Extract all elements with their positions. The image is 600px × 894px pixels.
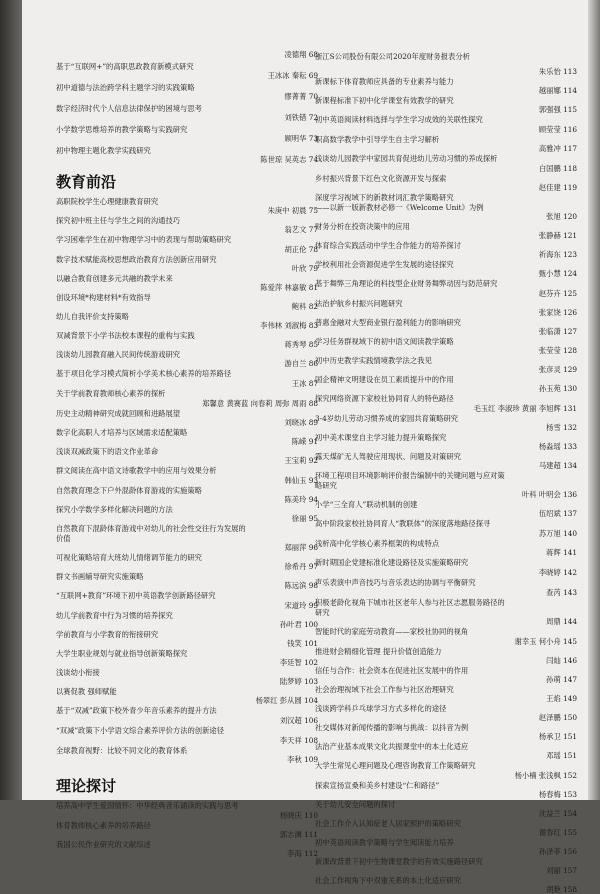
toc-entry [56, 399, 318, 408]
entry-title: 初中道德与法治跨学科主题学习的实践策略 [56, 83, 195, 92]
entry-title: 探究初中班主任与学生之间的沟通技巧 [56, 216, 181, 225]
entry-author-page: 杨春梅 153 [538, 790, 577, 799]
entry-title: 法治产业基本成果文化共振课堂中的本土化适应 [315, 742, 469, 751]
entry-title: 新时期国企党建标准化建设路径及实施策略研究 [315, 558, 469, 567]
toc-entry [315, 588, 577, 597]
entry-author-page: 谢春红 155 [538, 828, 577, 837]
entry-author-page: 游自兰 86 [284, 359, 318, 368]
entry-author-page: 杨晓庆 110 [279, 811, 318, 820]
entry-author-page: 陈嵘 91 [291, 437, 318, 446]
toc-entry [315, 558, 577, 567]
entry-author-page: 王冰 87 [291, 379, 318, 388]
toc-entry [315, 568, 577, 577]
entry-title: 智能时代的家庭劳动教育——家校社协同的视角 [315, 627, 469, 636]
page-edge [588, 0, 600, 800]
entry-title: 以赛促教 强师赋能 [56, 687, 117, 696]
entry-title: 关于学前教育教师核心素养的探析 [56, 389, 166, 398]
entry-title: 群文阅读在高中语文诗歌教学中的应用与效果分析 [56, 466, 217, 475]
toc-entry [56, 486, 318, 504]
entry-author-page: 越丽娜 114 [538, 86, 577, 95]
entry-title: 学习困难学生在初中物理学习中的表现与帮助策略研究 [56, 235, 232, 244]
entry-author-page: 陈美玲 94 [284, 495, 318, 504]
entry-title: 社会工作视角下中双重关系的本土化适应研究 [315, 876, 461, 885]
entry-author-page: 韩仙玉 93 [284, 476, 318, 485]
toc-entry [315, 452, 577, 470]
entry-author-page: 周鼎 144 [546, 617, 577, 626]
entry-title: 培养高中学生爱国情怀：中华经典音乐诵读的实践与思考 [56, 801, 239, 810]
toc-entry [315, 781, 577, 799]
entry-title: 基于项目化学习模式简析小学美术核心素养的培养路径 [56, 369, 232, 378]
toc-entry [56, 687, 318, 705]
toc-entry [315, 77, 577, 95]
entry-author-page: 刘晓冰 89 [284, 418, 318, 427]
entry-author-page: 郑丽萍 96 [284, 543, 318, 552]
toc-entry [56, 389, 318, 398]
entry-title: 探究小学数学多样化解决问题的方法 [56, 505, 173, 514]
toc-entry [56, 125, 318, 143]
entry-title: 基于“双减”政策下校外青少年音乐素养的提升方法 [56, 706, 217, 715]
entry-author-page: 李伟林 刘淑梅 83 [260, 321, 318, 330]
toc-entry [315, 519, 577, 528]
toc-entry [56, 466, 318, 475]
entry-author-page: 张彦灵 129 [538, 365, 577, 374]
toc-entry [56, 746, 318, 764]
toc-entry [315, 838, 577, 856]
toc-entry [315, 174, 577, 192]
entry-author-page: 李廷智 102 [279, 658, 318, 667]
entry-title: 自然教育理念下户外混龄体育游戏的实施策略 [56, 486, 202, 495]
toc-entry [56, 524, 318, 533]
entry-author-page: 朱乐怡 113 [538, 67, 577, 76]
section-heading: 理论探讨 [56, 777, 117, 795]
entry-title: 群文书画辅导研究实施策略 [56, 572, 144, 581]
entry-title: 乡村振兴背景下红色文化资源开发与探索 [315, 174, 447, 183]
toc-entry [56, 62, 318, 80]
entry-author-page: 陈爱萍 林嘉敏 81 [260, 283, 318, 292]
toc-entry [56, 369, 318, 378]
entry-title: 大学生职业规划与就业指导创新策略探究 [56, 649, 188, 658]
entry-author-page: 胡艳 158 [546, 885, 577, 894]
toc-entry [315, 800, 577, 818]
entry-title: 初中物理主题化教学实践研究 [56, 146, 151, 155]
entry-title: 探究网络资源下家校社协同育人的特色路径 [315, 394, 454, 403]
entry-author-page: 顾莹莹 116 [538, 125, 577, 134]
entry-author-page: 孙泽菲 156 [538, 847, 577, 856]
entry-title: 学校利用社会资源促进学生发展的途径探究 [315, 260, 454, 269]
toc-entry [56, 801, 318, 810]
toc-entry [315, 414, 577, 432]
toc-entry [56, 50, 318, 59]
toc-entry [315, 164, 577, 173]
entry-title: 学习任务群视域下的初中语文阅读教学策略 [315, 337, 454, 346]
toc-entry [56, 505, 318, 523]
entry-author-page: 蒋辉 141 [546, 548, 577, 557]
toc-entry [56, 255, 318, 273]
toc-entry [56, 476, 318, 485]
entry-title: 浅谈幼儿园教育融入民间传统游戏研究 [56, 350, 181, 359]
entry-author-page: 孙叶君 100 [279, 620, 318, 629]
entry-title: 基于舞弊三角理论的科技型企业财务舞弊动因与防范研究 [315, 279, 498, 288]
toc-entry [315, 279, 577, 288]
entry-title: 研究 [315, 608, 330, 617]
entry-title: 职高数学教学中引导学生自主学习解析 [315, 135, 440, 144]
entry-title: 略研究 [315, 481, 337, 490]
entry-title: 历史主动精神研究成就回顾和进路展望 [56, 409, 181, 418]
toc-entry [56, 83, 318, 101]
entry-title: 体育综合实践活动中学生合作能力的培养探讨 [315, 241, 461, 250]
toc-entry [315, 394, 577, 403]
toc-entry [56, 312, 318, 330]
entry-title: 自然教育下混龄体育游戏中对幼儿的社会性交往行为发展的 [56, 524, 246, 533]
entry-title: ——以新一版新教材必修一《Welcome Unit》为例 [315, 203, 484, 212]
entry-title: 推进财会精细化管理 提升价值创造能力 [315, 647, 442, 656]
entry-title: 3-4岁幼儿劳动习惯养成的家园共育策略研究 [315, 414, 459, 423]
entry-title: 新课程标准下初中化学课堂有效教学的研究 [315, 96, 454, 105]
entry-author-page: 徐希丹 97 [284, 562, 318, 571]
toc-entry [315, 529, 577, 538]
entry-author-page: 钱笑 101 [287, 639, 318, 648]
entry-title: 浅谈跨学科乒乓球学习方式多样化的途径 [315, 704, 447, 713]
entry-title: “互联网+教育”环境下初中英语教学创新路径研究 [56, 591, 216, 600]
toc-entry [315, 608, 577, 626]
toc-entry [315, 857, 577, 875]
toc-entry [315, 404, 577, 413]
toc-entry [315, 704, 577, 722]
entry-author-page: 张静赫 121 [538, 231, 577, 240]
toc-entry [315, 637, 577, 646]
entry-author-page: 朱庚中 初晨 75 [267, 206, 318, 215]
toc-entry [56, 409, 318, 427]
entry-author-page: 宋道玲 99 [284, 601, 318, 610]
toc-entry [56, 572, 318, 590]
entry-author-page: 杨翠红 彭从圆 104 [255, 696, 318, 705]
entry-title: 新课改背景下初中生物课堂教学的有效实施路径研究 [315, 857, 483, 866]
entry-title: 幼儿自我评价支持策略 [56, 312, 129, 321]
toc-entry [56, 553, 318, 571]
entry-title: 声乐表演中声音技巧与音乐表达的协调与平衡研究 [315, 578, 476, 587]
entry-author-page: 刘丽 157 [546, 866, 577, 875]
toc-entry [315, 96, 577, 114]
entry-author-page: 马建超 134 [538, 461, 577, 470]
entry-title: 浅谈幼儿园教学中家园共育促进幼儿劳动习惯的养成探析 [315, 154, 498, 163]
entry-author-page: 高雅冲 117 [538, 144, 577, 153]
toc-entry [56, 331, 318, 349]
entry-title: 社会治理视域下社会工作参与社区治理研究 [315, 685, 454, 694]
entry-title: 社会工作介入认知症老人居家照护的策略研究 [315, 819, 461, 828]
entry-author-page: 孙萌 147 [546, 675, 577, 684]
toc-entry [315, 647, 577, 665]
entry-title: 浅谈幼小衔接 [56, 668, 100, 677]
toc-entry [56, 611, 318, 629]
toc-entry [315, 627, 577, 636]
entry-title: 探索宣扬宣桑和美乡村建设“仁和路径” [315, 781, 440, 790]
toc-entry [315, 203, 577, 221]
entry-title: 初中英语阅读教学策略与学生阅读能力培养 [315, 838, 454, 847]
toc-entry [315, 67, 577, 76]
entry-author-page: 郭志渊 111 [279, 830, 318, 839]
entry-title: 社交媒体对新闻传播的影响与挑战：以抖音为例 [315, 723, 469, 732]
entry-title: 露天煤矿无人驾驶应用现状、问题及对策研究 [315, 452, 461, 461]
toc-entry [56, 428, 318, 446]
entry-title: 以融合教育创建多元共融的教学未来 [56, 274, 173, 283]
entry-title: 深度学习视域下的新教材词汇教学策略研究 [315, 193, 454, 202]
toc-entry [315, 193, 577, 202]
entry-title: 幼儿学前教育中行为习惯的培养探究 [56, 611, 173, 620]
entry-author-page: 沈益兰 154 [538, 809, 577, 818]
entry-author-page: 杨小楠 张浅枫 152 [514, 771, 577, 780]
entry-author-page: 谢幸玉 何小舟 145 [514, 637, 577, 646]
toc-entry [56, 197, 318, 215]
entry-title: 高职院校学生心理健康教育研究 [56, 197, 159, 206]
entry-author-page: 蒋秀琴 85 [284, 340, 318, 349]
toc-entry [56, 726, 318, 735]
entry-author-page: 郑馨意 黄赛蓝 向春莉 周弥 周雨 88 [202, 399, 318, 408]
toc-entry [56, 668, 318, 686]
entry-author-page: 邓瑶 151 [546, 751, 577, 760]
entry-title: 初中历史教学实践情境教学法之我见 [315, 356, 432, 365]
entry-title: 浅谈双减政策下的语文作业革命 [56, 447, 159, 456]
entry-author-page: 叶科 叶明会 136 [521, 490, 577, 499]
toc-entry [315, 337, 577, 355]
toc-entry [315, 260, 577, 278]
entry-author-page: 孙玉苑 130 [538, 384, 577, 393]
entry-author-page: 叶欣 79 [291, 264, 318, 273]
entry-author-page: 陈世琼 吴英志 74 [260, 155, 318, 164]
entry-title: 关于幼儿安全问题的探讨 [315, 800, 396, 809]
toc-entry [56, 350, 318, 368]
entry-title: 大学生常见心理问题及心理咨询教育工作策略研究 [315, 761, 476, 770]
entry-author-page: 李天祥 108 [279, 736, 318, 745]
entry-author-page: 毛玉红 李淑珍 黄丽 李旭辉 131 [473, 404, 577, 413]
toc-entry [315, 135, 577, 153]
entry-author-page: 李晓婷 142 [538, 568, 577, 577]
toc-entry [56, 736, 318, 745]
entry-author-page: 甄小慧 124 [538, 269, 577, 278]
toc-entry [56, 245, 318, 254]
entry-title: 小学“三全育人”联动机制的创建 [315, 500, 418, 509]
toc-entry [56, 706, 318, 715]
toc-entry [315, 375, 577, 393]
entry-title: 我国公民作业研究的文献综述 [56, 840, 151, 849]
toc-entry [56, 146, 318, 164]
toc-entry [315, 876, 577, 894]
toc-entry [56, 293, 318, 311]
toc-entry [315, 115, 577, 124]
entry-author-page: 胡正伦 78 [284, 245, 318, 254]
entry-author-page: 祈海东 123 [538, 250, 577, 259]
entry-author-page: 凌德翔 68 [284, 50, 318, 59]
entry-title: 信任与合作：社会资本在促进社区发展中的作用 [315, 666, 469, 675]
entry-author-page: 赵佳建 119 [538, 183, 577, 192]
entry-author-page: 缪菁菁 70 [284, 92, 318, 101]
toc-entry [315, 500, 577, 518]
toc-entry [56, 235, 318, 244]
toc-entry [315, 685, 577, 703]
toc-entry [56, 649, 318, 667]
toc-entry [56, 591, 318, 600]
entry-author-page: 李秋 109 [287, 755, 318, 764]
entry-author-page: 伍绍斌 137 [538, 509, 577, 518]
toc-entry [56, 274, 318, 292]
toc-entry [315, 154, 577, 163]
book-spine-shadow [0, 0, 22, 800]
toc-entry [315, 771, 577, 780]
toc-entry [315, 241, 577, 259]
toc-entry [56, 840, 318, 858]
entry-author-page: 赵泽鹏 150 [538, 713, 577, 722]
toc-entry [315, 666, 577, 684]
entry-title: 初中美术课堂自主学习能力提升策略探究 [315, 433, 447, 442]
entry-author-page: 张莹莹 128 [538, 346, 577, 355]
toc-entry [56, 104, 318, 122]
entry-title: 小学数学思维培养的教学策略与实践研究 [56, 125, 188, 134]
entry-title: 法治护航乡村振兴问题研究 [315, 299, 403, 308]
entry-title: 可视化策略培育大班幼儿情绪调节能力的研究 [56, 553, 202, 562]
entry-title: 创设环境*构建材料*有效指导 [56, 293, 151, 302]
right-header-title: 浙江S公司股份有限公司2020年度财务报表分析 [315, 52, 470, 61]
entry-title: 积极老龄化视角下城市社区老年人参与社区志愿服务路径的 [315, 598, 505, 607]
entry-title: 数字技术赋能高校思想政治教育方法创新应用研究 [56, 255, 217, 264]
toc-entry [315, 742, 577, 760]
entry-author-page: 查芮 143 [546, 588, 577, 597]
entry-author-page: 苏万旭 140 [538, 529, 577, 538]
entry-title: 全球教育视野：比较不同文化的教育体系 [56, 746, 188, 755]
entry-author-page: 王焰 149 [546, 694, 577, 703]
entry-title: “双减”政策下小学语文综合素养评价方法的创新途径 [56, 726, 224, 735]
entry-title: 财务分析在投资决策中的应用 [315, 222, 410, 231]
toc-entry [56, 601, 318, 610]
entry-title: 浅析高中化学核心素养框架的构成特点 [315, 539, 440, 548]
toc-entry [315, 222, 577, 240]
entry-author-page: 张旭 120 [546, 212, 577, 221]
toc-entry [315, 471, 577, 480]
toc-entry [315, 433, 577, 451]
entry-title: 普惠金融对大型商业银行盈利能力的影响研究 [315, 318, 461, 327]
entry-author-page: 张临潇 127 [538, 327, 577, 336]
entry-author-page: 白国鹏 118 [538, 164, 577, 173]
toc-entry [315, 289, 577, 298]
entry-author-page: 杨淼瑶 133 [538, 442, 577, 451]
toc-entry [315, 598, 577, 607]
entry-author-page: 刘铁错 72 [284, 113, 318, 122]
entry-title: 价值 [56, 534, 71, 543]
toc-entry [56, 821, 318, 839]
toc-entry [56, 447, 318, 465]
entry-author-page: 杨承卫 151 [538, 732, 577, 741]
toc-entry [315, 578, 577, 587]
journal-page [22, 0, 588, 894]
entry-title: 学前教育与小学教育的衔接研究 [56, 630, 159, 639]
toc-entry [315, 318, 577, 336]
toc-entry [315, 125, 577, 134]
entry-title: 双减背景下小学书法校本课程的重构与实践 [56, 331, 195, 340]
entry-author-page: 王冰冰 秦耘 69 [267, 71, 318, 80]
toc-entry [56, 216, 318, 234]
entry-title: 数字经济时代个人信息法律保护的困境与思考 [56, 104, 202, 113]
entry-author-page: 张家饶 126 [538, 308, 577, 317]
entry-author-page: 郭强强 115 [538, 105, 577, 114]
toc-entry [315, 761, 577, 770]
toc-entry [315, 299, 577, 317]
entry-author-page: 徐丽 95 [291, 514, 318, 523]
section-heading: 教育前沿 [56, 173, 117, 191]
entry-author-page: 陈远滨 98 [284, 581, 318, 590]
toc-entry [315, 819, 577, 837]
toc-entry [56, 716, 318, 725]
entry-author-page: 王宝莉 92 [284, 456, 318, 465]
entry-title: 基于“互联网+”的高职思政教育新模式研究 [56, 62, 194, 71]
toc-entry [56, 811, 318, 820]
entry-author-page: 赵芬卉 125 [538, 289, 577, 298]
toc-entry [315, 356, 577, 374]
toc-entry [315, 539, 577, 557]
entry-author-page: 鲍科 82 [291, 302, 318, 311]
toc-entry [56, 534, 318, 552]
entry-author-page: 闫灿 146 [546, 656, 577, 665]
entry-title: 环境工程项目环境影响评价报告编制中的关键问题与应对策 [315, 471, 505, 480]
entry-title: 数字化高职人才培养与区域需求适配策略 [56, 428, 188, 437]
entry-title: 高中阶段家校社协同育人“教联体”的深度落地路径探寻 [315, 519, 491, 528]
toc-entry [315, 723, 577, 741]
entry-author-page: 陆梦婷 103 [279, 677, 318, 686]
entry-title: 新课标下体育教师应具备的专业素养与能力 [315, 77, 454, 86]
entry-author-page: 刘汉超 106 [279, 716, 318, 725]
toc-entry [315, 481, 577, 499]
entry-title: 初中英语阅读材料选择与学生学习成效的关联性探究 [315, 115, 483, 124]
entry-author-page: 顾明华 73 [284, 134, 318, 143]
entry-author-page: 李海 112 [287, 849, 318, 858]
toc-entry [56, 379, 318, 388]
entry-author-page: 翁艺文 77 [284, 225, 318, 234]
entry-title: 国企精神文明建设在员工素质提升中的作用 [315, 375, 454, 384]
entry-title: 体育教师核心素养的培养路径 [56, 821, 151, 830]
toc-entry [56, 630, 318, 648]
entry-author-page: 杨雪 132 [546, 423, 577, 432]
